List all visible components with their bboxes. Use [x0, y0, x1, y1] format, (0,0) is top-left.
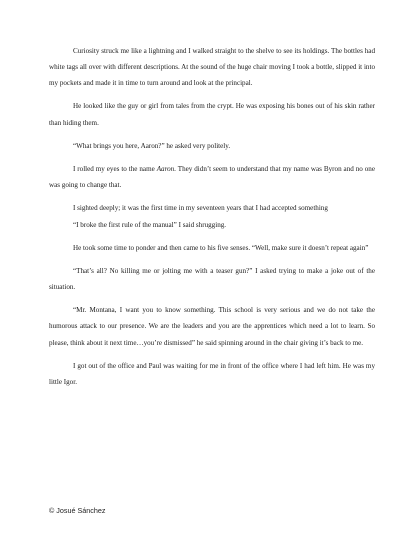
paragraph: I sighted deeply; it was the first time in my seventeen years that I had accepted something — [73, 203, 328, 212]
paragraph: “Mr. Montana, I want you to know something. This school is very serious and we do not take the humorous attack to our presence. We are the leaders and you are the apprentices which need a lot to learn. So please, think about it next time…you’re dismissed” he said spinning around in the chair giving it’s back to me. — [49, 306, 375, 347]
paragraph: “What brings you here, Aaron?” he asked very politely. — [73, 141, 231, 150]
paragraph: “That’s all? No killing me or jolting me with a teaser gun?” I asked trying to make a joke out of the situation. — [49, 267, 375, 292]
paragraph: He took some time to ponder and then came to his five senses. “Well, make sure it doesn’t repeat again” — [73, 244, 369, 253]
copyright-footer: © Josué Sánchez — [49, 506, 106, 515]
paragraph — [49, 161, 375, 193]
paragraph: Curiosity struck me like a lightning and I walked straight to the shelve to see its holdings. The bottles had white tags all over with different descriptions. At the sound of the huge chair moving I took a bottle, slipped it into my pockets and made it in time to turn around and look at the principal. — [49, 47, 375, 88]
paragraph-text: I rolled my eyes to the name — [73, 164, 157, 173]
story-text — [49, 43, 375, 397]
italic-name: Aaron — [156, 164, 175, 173]
paragraph: “I broke the first rule of the manual” I said shrugging. — [73, 221, 227, 230]
paragraph-text: . They didn’t seem to understand that my name was Byron and no one was going to change that. — [49, 164, 376, 189]
paragraph: I got out of the office and Paul was waiting for me in front of the office where I had left him. He was my little Igor. — [49, 361, 375, 386]
paragraph: He looked like the guy or girl from tales from the crypt. He was exposing his bones out of his skin rather than hiding them. — [49, 102, 375, 127]
